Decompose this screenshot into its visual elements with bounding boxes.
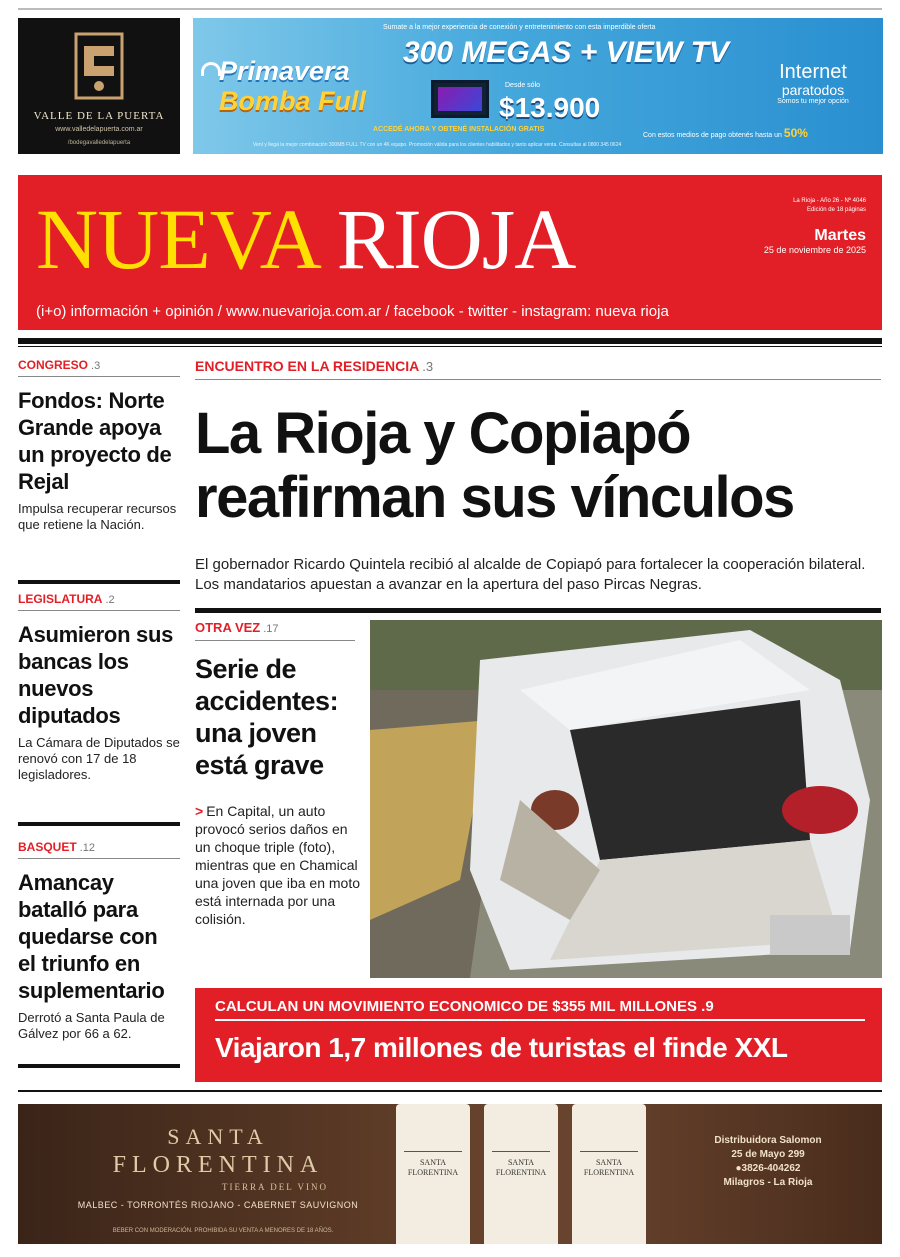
- ad-promo: Con estos medios de pago obtenés hasta un 50%: [643, 126, 808, 140]
- ad-primavera-headline: 300 MEGAS + VIEW TV: [403, 36, 729, 69]
- masthead-tagline: (i+o) información + opinión / www.nuevarioja.com.ar / facebook - twitter - instagram: nueva rioja: [36, 303, 669, 320]
- ad-wine-distributor: Distribuidora Salomon 25 de Mayo 299 ● 3826-404262 Milagros - La Rioja: [678, 1134, 858, 1190]
- ad-price-label: Desde sólo: [505, 82, 541, 89]
- brief-headline[interactable]: Fondos: Norte Grande apoya un proyecto de Rejal: [18, 388, 172, 494]
- section-label: LEGISLATURA .2: [18, 592, 115, 606]
- masthead-rule-thin: [18, 346, 882, 347]
- ad-campaign-line2: Bomba Full: [219, 86, 366, 116]
- ad-valle-name: VALLE DE LA PUERTA: [33, 110, 165, 122]
- brief-summary: Impulsa recuperar recursos que retiene la Nación.: [18, 501, 177, 532]
- brief-separator: [18, 822, 180, 826]
- brief-congreso[interactable]: [18, 358, 180, 533]
- tv-icon: [431, 80, 489, 118]
- brief-headline[interactable]: Asumieron sus bancas los nuevos diputados: [18, 622, 174, 728]
- top-rule: [18, 8, 882, 10]
- newspaper-title: NUEVA RIOJA: [36, 191, 576, 287]
- masthead-rule: [18, 338, 882, 344]
- brief-separator: [18, 580, 180, 584]
- ad-price: $13.900: [499, 92, 601, 123]
- edition-day: Martes: [814, 227, 866, 244]
- winery-logo-icon: [72, 30, 126, 102]
- red-story-kicker: CALCULAN UN MOVIMIENTO ECONOMICO DE $355 MIL MILLONES .9: [215, 998, 714, 1015]
- second-story-kicker: OTRA VEZ .17: [195, 620, 355, 641]
- brief-summary: La Cámara de Diputados se renovó con 17 de 18 legisladores.: [18, 735, 180, 782]
- edition-meta: La Rioja - Año 26 - Nº 4046 Edición de 18 páginas Martes 25 de noviembre de 2025: [746, 197, 866, 255]
- ad-santa-florentina[interactable]: [18, 1104, 882, 1244]
- main-story-rule: [195, 608, 881, 613]
- ad-primavera-tagline: Sumate a la mejor experiencia de conexión y entretenimiento con esta imperdible oferta: [383, 24, 656, 31]
- ad-wine-varietals: MALBEC - TORRONTÉS RIOJANO - CABERNET SAUVIGNON: [77, 1200, 359, 1210]
- ad-wine-brand-line3: TIERRA DEL VINO: [222, 1182, 328, 1192]
- section-label: CONGRESO .3: [18, 358, 101, 372]
- ad-primavera-campaign: [219, 56, 369, 116]
- brief-summary: Derrotó a Santa Paula de Gálvez por 66 a 62.: [18, 1010, 165, 1041]
- ad-valle-url[interactable]: www.valledelapuerta.com.ar: [55, 126, 143, 133]
- masthead: [18, 175, 882, 330]
- edition-date: 25 de noviembre de 2025: [763, 245, 866, 255]
- arrow-icon: >: [195, 803, 204, 819]
- crashed-car-photo[interactable]: [370, 620, 882, 978]
- ad-cta: ACCEDÉ AHORA Y OBTENÉ INSTALACIÓN GRATIS: [373, 126, 545, 133]
- wine-bottle-image: SANTA FLORENTINA: [396, 1104, 470, 1244]
- bottom-rule: [18, 1090, 882, 1092]
- main-story-headline[interactable]: La Rioja y Copiapó reafirman sus vínculos: [195, 401, 794, 530]
- section-label: BASQUET .12: [18, 840, 95, 854]
- main-story-summary: El gobernador Ricardo Quintela recibió al alcalde de Copiapó para fortalecer la cooperación bilateral. Los mandatarios apuestan a avanzar en la apertura del paso Pircas Negras.: [195, 556, 866, 593]
- red-story-headline[interactable]: Viajaron 1,7 millones de turistas el finde XXL: [215, 1032, 788, 1063]
- brief-basquet[interactable]: [18, 840, 180, 1042]
- ad-wine-brand-line1: SANTA: [167, 1124, 269, 1149]
- red-story-rule: [215, 1019, 865, 1021]
- main-story-kicker: ENCUENTRO EN LA RESIDENCIA .3: [195, 358, 881, 380]
- wine-bottle-image: SANTA FLORENTINA: [572, 1104, 646, 1244]
- brief-separator: [18, 1064, 180, 1068]
- ad-campaign-line1: Primavera: [219, 56, 350, 86]
- ad-internet-primavera[interactable]: [193, 18, 883, 154]
- second-story-headline[interactable]: Serie de accidentes: una joven está grave: [195, 654, 339, 780]
- brief-headline[interactable]: Amancay batalló para quedarse con el triunfo en suplementario: [18, 870, 165, 1003]
- wifi-icon: [201, 62, 221, 76]
- wine-bottle-image: SANTA FLORENTINA: [484, 1104, 558, 1244]
- ad-brand-logo: Internet paratodos Somos tu mejor opción: [777, 61, 849, 105]
- brief-legislatura[interactable]: [18, 592, 180, 783]
- ad-wine-legal: BEBER CON MODERACIÓN. PROHIBIDA SU VENTA A MENORES DE 18 AÑOS.: [112, 1228, 334, 1234]
- red-story-box[interactable]: [195, 988, 882, 1082]
- ad-valle-de-la-puerta[interactable]: [18, 18, 180, 154]
- second-story-summary: > En Capital, un auto provocó serios daños en un choque triple (foto), mientras que en Chamical una joven que iba en moto está internada por una colisión.: [195, 803, 361, 927]
- photo-image: [370, 620, 882, 978]
- phone-icon: ● 3826-404262: [678, 1162, 858, 1176]
- ad-fine-print: Vení y llegá la mejor combinación 300MB FULL TV con un 4K equipo. Promoción válida para los clientes habilitados y tanto aplicar venta. Consultas al 0800 345 0624: [253, 142, 622, 148]
- ad-wine-brand-line2: FLORENTINA: [112, 1152, 324, 1178]
- ad-valle-social: /bodegavalledelapuerta: [67, 140, 131, 146]
